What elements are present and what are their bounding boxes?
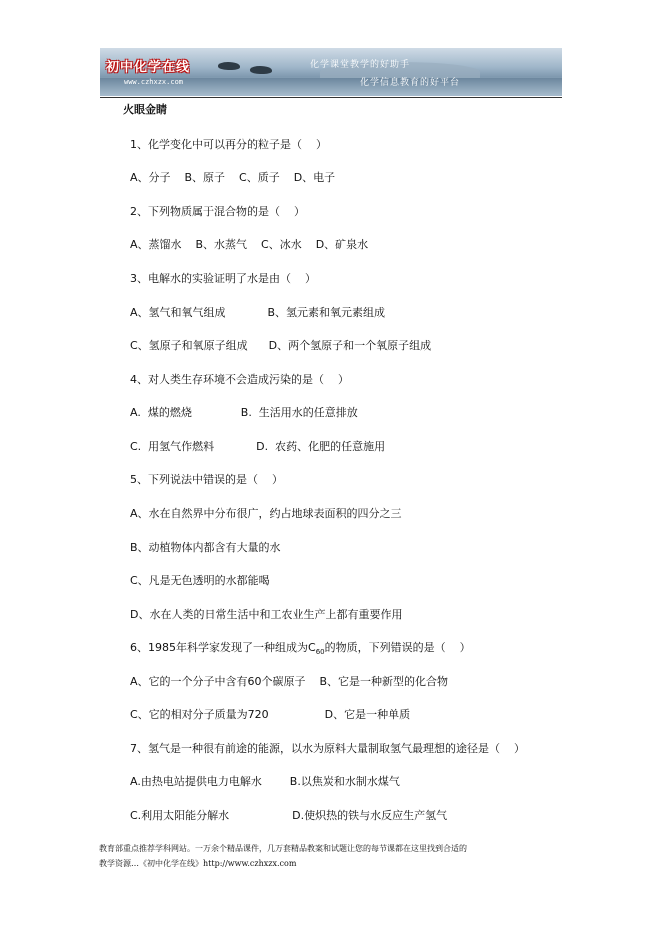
question-options: C. 用氢气作燃料 D. 农药、化肥的任意施用: [130, 440, 386, 453]
question-options: A.由热电站提供电力电解水 B.以焦炭和水制水煤气: [130, 775, 400, 788]
question-stem-post: 的物质，下列错误的是（ ）: [324, 641, 471, 654]
footer-link[interactable]: 教学资源…《初中化学在线》http://www.czhxzx.com: [99, 859, 297, 868]
question-stem: 3、电解水的实验证明了水是由（ ）: [130, 272, 316, 285]
question-options: A、它的一个分子中含有60个碳原子 B、它是一种新型的化合物: [130, 675, 449, 688]
banner-slogan-2: 化学信息教育的好平台: [360, 78, 461, 88]
question-options: C、氢原子和氧原子组成 D、两个氢原子和一个氧原子组成: [130, 339, 432, 352]
footer-text: 教育部重点推荐学科网站。一万余个精品课件，几万套精品教案和试题让您的每节课都在这里找到合适的: [99, 844, 467, 853]
question-stem: 2、下列物质属于混合物的是（ ）: [130, 205, 305, 218]
question-options: C、它的相对分子质量为720 D、它是一种单质: [130, 708, 411, 721]
site-url[interactable]: www.czhxzx.com: [124, 78, 184, 86]
question-options: A、水在自然界中分布很广，约占地球表面积的四分之三: [130, 507, 402, 520]
question-stem: 7、氢气是一种很有前途的能源，以水为原料大量制取氢气最理想的途径是（ ）: [130, 742, 525, 755]
question-stem: 1、化学变化中可以再分的粒子是（ ）: [130, 138, 327, 151]
question-options: B、动植物体内都含有大量的水: [130, 541, 281, 554]
question-stem: 5、下列说法中错误的是（ ）: [130, 473, 283, 486]
subscript-60: 60: [315, 648, 325, 657]
question-options: A、氢气和氧气组成 B、氢元素和氧元素组成: [130, 306, 386, 319]
question-stem: [130, 639, 471, 656]
banner-slogan-1: 化学课堂教学的好助手: [310, 60, 411, 70]
question-stem-pre: 6、1985年科学家发现了一种组成为C: [130, 641, 316, 654]
header-divider: [100, 97, 562, 98]
question-options: D、水在人类的日常生活中和工农业生产上都有重要作用: [130, 608, 403, 621]
question-options: C.利用太阳能分解水 D.使炽热的铁与水反应生产氢气: [130, 809, 448, 822]
question-options: A、蒸馏水 B、水蒸气 C、冰水 D、矿泉水: [130, 238, 369, 251]
dolphin-icon: [218, 62, 240, 70]
section-heading: 火眼金睛: [123, 103, 167, 116]
question-options: A. 煤的燃烧 B. 生活用水的任意排放: [130, 406, 358, 419]
site-logo[interactable]: 初中化学在线: [106, 60, 191, 75]
question-options: A、分子 B、原子 C、质子 D、电子: [130, 171, 336, 184]
header-banner: [100, 48, 562, 96]
dolphin-icon: [250, 66, 272, 74]
question-stem: 4、对人类生存环境不会造成污染的是（ ）: [130, 373, 349, 386]
question-options: C、凡是无色透明的水都能喝: [130, 574, 270, 587]
